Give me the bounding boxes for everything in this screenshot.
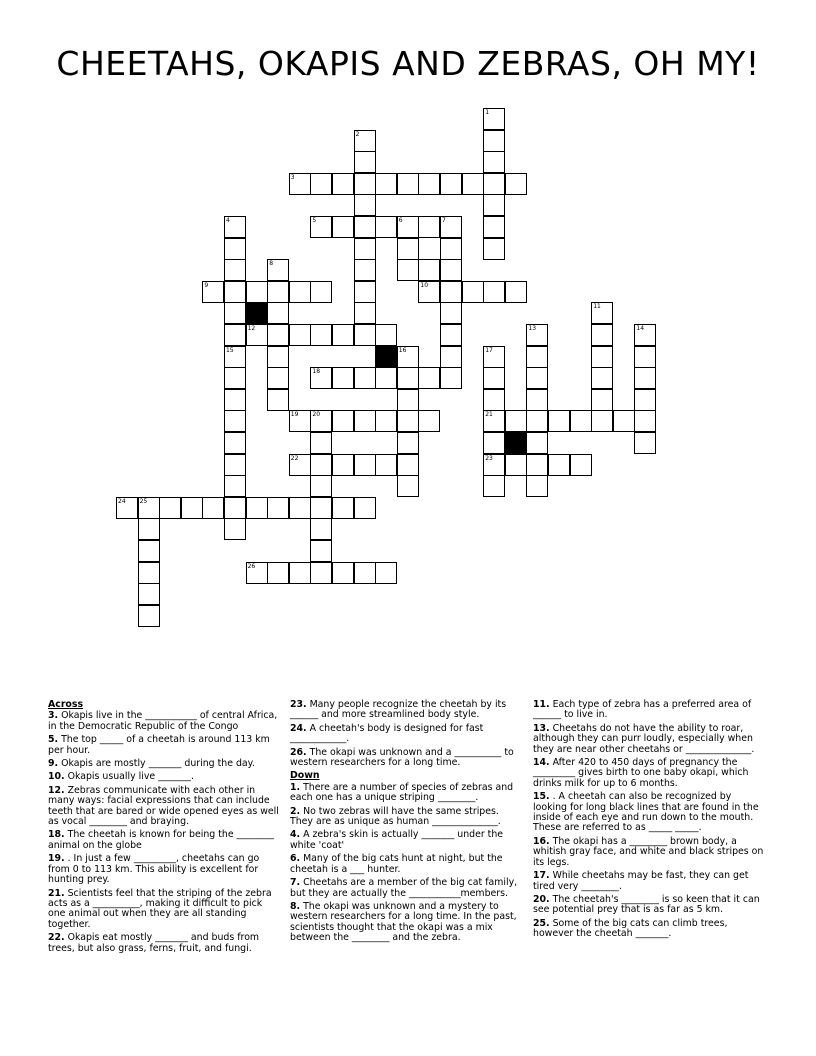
grid-cell[interactable]: [224, 216, 246, 238]
grid-cell[interactable]: [483, 173, 505, 195]
across-clue: [48, 735, 280, 756]
grid-cell[interactable]: [310, 324, 332, 346]
clue-number: 17: [485, 346, 493, 354]
clue-number: 21: [485, 411, 493, 419]
grid-cell[interactable]: [332, 367, 354, 389]
grid-cell[interactable]: [289, 454, 311, 476]
grid-cell[interactable]: [462, 173, 484, 195]
grid-cell[interactable]: [224, 367, 246, 389]
clue-number: 13: [528, 325, 537, 332]
grid-cell[interactable]: [397, 173, 419, 195]
grid-cell[interactable]: [634, 324, 656, 346]
clue-text: Zebras communicate with each other in many ways: facial expressions that can include teeth that are bared or wide opened eyes as well as vocal ________ and braying.: [48, 784, 279, 828]
grid-cell[interactable]: [591, 410, 613, 432]
grid-cell[interactable]: [440, 259, 462, 281]
grid-cell[interactable]: [483, 410, 505, 432]
across-clue: [48, 711, 280, 732]
clue-num: 1.: [290, 781, 301, 793]
grid-cell[interactable]: [224, 432, 246, 454]
grid-cell[interactable]: [440, 367, 462, 389]
grid-cell[interactable]: [591, 367, 613, 389]
grid-cell[interactable]: [267, 302, 289, 324]
grid-cell[interactable]: [354, 497, 376, 519]
grid-cell[interactable]: [138, 540, 160, 562]
grid-cell[interactable]: [267, 367, 289, 389]
grid-cell[interactable]: [354, 151, 376, 173]
clue-number: 14: [636, 325, 645, 332]
grid-cell[interactable]: [354, 454, 376, 476]
clue-number: 7: [442, 217, 446, 224]
grid-cell[interactable]: [505, 454, 527, 476]
clue-text: A zebra's skin is actually _______ under the white 'coat': [290, 829, 504, 851]
down-clue: [533, 758, 765, 789]
grid-cell[interactable]: [526, 389, 548, 411]
grid-cell[interactable]: [332, 410, 354, 432]
grid-cell[interactable]: [397, 432, 419, 454]
grid-cell[interactable]: [289, 173, 311, 195]
puzzle-title: CHEETAHS, OKAPIS AND ZEBRAS, OH MY!: [56, 44, 760, 83]
clue-num: 14.: [533, 757, 550, 769]
grid-cell[interactable]: [224, 454, 246, 476]
clue-num: 24.: [290, 722, 307, 734]
grid-cell[interactable]: [483, 194, 505, 216]
down-clue: [533, 837, 765, 868]
across-clue: [290, 700, 520, 721]
clue-num: 5.: [48, 734, 59, 746]
across-clue: [48, 759, 280, 769]
grid-cell[interactable]: [526, 346, 548, 368]
clue-num: 7.: [290, 877, 301, 889]
grid-cell[interactable]: [138, 497, 160, 519]
clue-text: After 420 to 450 days of pregnancy the _________ gives birth to one baby okapi, which drinks milk for up to 6 months.: [533, 757, 749, 789]
clue-num: 2.: [290, 805, 301, 817]
clue-number: 23: [485, 454, 493, 462]
down-clue: [290, 807, 520, 828]
across-clue: [48, 933, 280, 954]
grid-cell[interactable]: [483, 108, 505, 130]
across-clue: [290, 748, 520, 769]
clue-text: Okapis eat mostly _______ and buds from trees, but also grass, ferns, fruit, and fungi.: [48, 932, 260, 954]
grid-cell[interactable]: [418, 259, 440, 281]
grid-cell[interactable]: [354, 259, 376, 281]
clue-num: 10.: [48, 771, 65, 783]
grid-cell[interactable]: [483, 454, 505, 476]
grid-cell[interactable]: [246, 281, 268, 303]
grid-cell[interactable]: [354, 302, 376, 324]
grid-cell[interactable]: [634, 346, 656, 368]
across-clue: [290, 724, 520, 745]
grid-cell[interactable]: [310, 497, 332, 519]
grid-cell[interactable]: [332, 173, 354, 195]
clue-text: The cheetah's ________ is so keen that it can see potential prey that is as far as 5 km.: [533, 893, 760, 916]
clue-number: 6: [398, 217, 403, 224]
grid-cell[interactable]: [246, 324, 268, 346]
clue-text: Some of the big cats can climb trees, however the cheetah _______.: [533, 917, 728, 940]
down-clue: [290, 783, 520, 804]
grid-cell[interactable]: [310, 432, 332, 454]
clue-number: 22: [290, 454, 299, 462]
grid-cell[interactable]: [483, 432, 505, 454]
across-clue: [48, 772, 280, 782]
grid-cell[interactable]: [440, 324, 462, 346]
grid-cell[interactable]: [397, 475, 419, 497]
grid-cell[interactable]: [310, 410, 332, 432]
grid-cell[interactable]: [483, 130, 505, 152]
down-clue: [533, 895, 765, 916]
grid-cell[interactable]: [613, 410, 635, 432]
across-heading: Across: [48, 699, 84, 710]
grid-cell[interactable]: [267, 281, 289, 303]
black-square: [505, 432, 527, 454]
grid-cell[interactable]: [138, 605, 160, 627]
grid-cell[interactable]: [548, 410, 570, 432]
grid-cell[interactable]: [289, 410, 311, 432]
grid-cell[interactable]: [483, 281, 505, 303]
grid-cell[interactable]: [224, 238, 246, 260]
clue-text: Okapis live in the ___________ of central Africa, in the Democratic Republic of the Congo: [48, 710, 278, 732]
clue-number: 4: [226, 217, 230, 224]
grid-cell[interactable]: [418, 281, 440, 303]
clue-num: 6.: [290, 853, 301, 865]
clue-text: The top _____ of a cheetah is around 113 km per hour.: [48, 734, 270, 756]
clue-num: 18.: [48, 829, 65, 841]
grid-cell[interactable]: [332, 562, 354, 584]
clue-text: Okapis are mostly _______ during the day.: [58, 758, 255, 770]
down-clue: [533, 919, 765, 940]
grid-cell[interactable]: [332, 454, 354, 476]
grid-cell[interactable]: [397, 389, 419, 411]
grid-cell[interactable]: [354, 367, 376, 389]
grid-cell[interactable]: [397, 454, 419, 476]
clue-number: 16: [398, 346, 407, 354]
clue-num: 25.: [533, 917, 550, 929]
grid-cell[interactable]: [526, 432, 548, 454]
grid-cell[interactable]: [591, 302, 613, 324]
grid-cell[interactable]: [354, 173, 376, 195]
grid-cell[interactable]: [224, 497, 246, 519]
grid-cell[interactable]: [267, 389, 289, 411]
grid-cell[interactable]: [397, 367, 419, 389]
grid-cell[interactable]: [224, 281, 246, 303]
clue-text: Many people recognize the cheetah by its ______ and more streamlined body style.: [290, 699, 507, 721]
grid-cell[interactable]: [310, 367, 332, 389]
grid-cell[interactable]: [354, 194, 376, 216]
grid-cell[interactable]: [116, 497, 138, 519]
clue-num: 23.: [290, 699, 307, 710]
down-clue: [533, 792, 765, 834]
grid-cell[interactable]: [289, 497, 311, 519]
clue-number: 24: [118, 497, 126, 505]
grid-cell[interactable]: [483, 475, 505, 497]
grid-cell[interactable]: [634, 432, 656, 454]
grid-cell[interactable]: [440, 173, 462, 195]
clue-num: 9.: [48, 758, 59, 770]
clue-num: 21.: [48, 887, 65, 899]
down-clue: [533, 724, 765, 755]
down-clue: [290, 854, 520, 875]
clue-text: While cheetahs may be fast, they can get tired very ________.: [533, 870, 749, 892]
clue-text: The okapi was unknown and a __________ to western researchers for a long time.: [290, 746, 514, 769]
clue-text: Cheetahs are a member of the big cat family, but they are actually the ___________members.: [290, 877, 518, 899]
clues-column-1: [48, 700, 280, 957]
grid-cell[interactable]: [354, 216, 376, 238]
grid-cell[interactable]: [310, 475, 332, 497]
clue-number: 2: [355, 130, 360, 138]
clues-column-3: [533, 700, 765, 943]
grid-cell[interactable]: [267, 259, 289, 281]
black-square: [246, 302, 268, 324]
down-clue: [290, 878, 520, 899]
across-clue-list-part-1: [48, 711, 280, 954]
clue-text: Cheetahs do not have the ability to roar, although they can purr loudly, especially when they are near other cheetahs or ______________.: [533, 722, 755, 755]
clue-text: Okapis usually live _______.: [64, 771, 194, 783]
grid-cell[interactable]: [181, 497, 203, 519]
clue-num: 8.: [290, 900, 301, 912]
grid-cell[interactable]: [397, 216, 419, 238]
grid-cell[interactable]: [462, 281, 484, 303]
clue-number: 10: [420, 281, 429, 289]
grid-cell[interactable]: [375, 173, 397, 195]
grid-cell[interactable]: [634, 389, 656, 411]
grid-cell[interactable]: [354, 324, 376, 346]
grid-cell[interactable]: [418, 216, 440, 238]
grid-cell[interactable]: [289, 562, 311, 584]
grid-cell[interactable]: [375, 454, 397, 476]
clue-number: 5: [312, 217, 317, 224]
down-clue-list-part-1: [290, 783, 520, 944]
grid-cell[interactable]: [267, 346, 289, 368]
grid-cell[interactable]: [526, 475, 548, 497]
grid-cell[interactable]: [224, 324, 246, 346]
grid-cell[interactable]: [397, 238, 419, 260]
grid-cell[interactable]: [440, 302, 462, 324]
grid-cell[interactable]: [224, 346, 246, 368]
grid-cell[interactable]: [526, 454, 548, 476]
grid-cell[interactable]: [332, 497, 354, 519]
grid-cell[interactable]: [440, 346, 462, 368]
grid-cell[interactable]: [332, 216, 354, 238]
grid-cell[interactable]: [418, 173, 440, 195]
grid-cell[interactable]: [138, 583, 160, 605]
grid-cell[interactable]: [224, 410, 246, 432]
across-clue: [48, 854, 280, 885]
clue-number: 19: [290, 411, 299, 419]
grid-cell[interactable]: [375, 216, 397, 238]
grid-cell[interactable]: [267, 562, 289, 584]
grid-cell[interactable]: [483, 238, 505, 260]
clue-text: . In just a few _________, cheetahs can go from 0 to 113 km. This ability is excellent for hunting prey.: [48, 853, 260, 886]
clue-text: Scientists feel that the striping of the zebra acts as a __________, making it difficult to pick one animal out when they are all standing together.: [48, 887, 272, 930]
grid-cell[interactable]: [354, 562, 376, 584]
grid-cell[interactable]: [246, 497, 268, 519]
clue-number: 1: [485, 109, 490, 116]
grid-cell[interactable]: [397, 259, 419, 281]
grid-cell[interactable]: [202, 281, 224, 303]
grid-cell[interactable]: [505, 410, 527, 432]
grid-cell[interactable]: [246, 562, 268, 584]
grid-cell[interactable]: [310, 454, 332, 476]
black-square: [375, 346, 397, 368]
grid-cell[interactable]: [310, 562, 332, 584]
grid-cell[interactable]: [548, 454, 570, 476]
grid-cell[interactable]: [138, 562, 160, 584]
grid-cell[interactable]: [483, 151, 505, 173]
grid-cell[interactable]: [591, 389, 613, 411]
grid-cell[interactable]: [526, 324, 548, 346]
clue-text: No two zebras will have the same stripes. They are as unique as human ______________.: [290, 805, 501, 828]
grid-cell[interactable]: [289, 324, 311, 346]
down-clue: [290, 902, 520, 944]
grid-cell[interactable]: [354, 410, 376, 432]
grid-cell[interactable]: [526, 410, 548, 432]
down-heading: Down: [290, 770, 320, 782]
grid-cell[interactable]: [375, 562, 397, 584]
grid-cell[interactable]: [418, 410, 440, 432]
clue-num: 19.: [48, 853, 65, 865]
grid-cell[interactable]: [397, 346, 419, 368]
grid-cell[interactable]: [354, 130, 376, 152]
grid-cell[interactable]: [159, 497, 181, 519]
clue-text: . A cheetah can also be recognized by looking for long black lines that are found in the inside of each eye and run down to the mouth. These are referred to as _____ _____.: [533, 791, 759, 834]
down-clue-list-part-2: [533, 700, 765, 940]
clue-number: 11: [593, 303, 601, 311]
across-clue: [48, 889, 280, 931]
grid-cell[interactable]: [570, 410, 592, 432]
grid-cell[interactable]: [224, 518, 246, 540]
across-clue: [48, 830, 280, 851]
grid-cell[interactable]: [310, 518, 332, 540]
grid-cell[interactable]: [505, 281, 527, 303]
grid-cell[interactable]: [397, 410, 419, 432]
grid-cell[interactable]: [310, 281, 332, 303]
down-clue: [533, 700, 765, 721]
clue-num: 4.: [290, 829, 301, 841]
clue-number: 18: [312, 368, 321, 376]
grid-cell[interactable]: [440, 281, 462, 303]
grid-cell[interactable]: [440, 238, 462, 260]
clue-text: Many of the big cats hunt at night, but the cheetah is a ___ hunter.: [290, 853, 503, 875]
grid-cell[interactable]: [526, 367, 548, 389]
grid-cell[interactable]: [591, 324, 613, 346]
grid-cell[interactable]: [483, 389, 505, 411]
clue-text: A cheetah's body is designed for fast ____________.: [290, 722, 484, 745]
clue-num: 20.: [533, 893, 550, 905]
clue-num: 17.: [533, 870, 550, 882]
grid-cell[interactable]: [289, 281, 311, 303]
clue-number: 9: [204, 281, 209, 289]
clues-column-2: [290, 700, 520, 947]
grid-cell[interactable]: [354, 281, 376, 303]
grid-cell[interactable]: [267, 324, 289, 346]
clue-number: 15: [226, 346, 234, 354]
grid-cell[interactable]: [310, 173, 332, 195]
grid-cell[interactable]: [418, 367, 440, 389]
grid-cell[interactable]: [505, 173, 527, 195]
grid-cell[interactable]: [202, 497, 224, 519]
grid-cell[interactable]: [267, 497, 289, 519]
clue-text: The cheetah is known for being the ________ animal on the globe: [48, 829, 275, 851]
down-clue: [533, 871, 765, 892]
grid-cell[interactable]: [483, 346, 505, 368]
clue-num: 3.: [48, 710, 59, 722]
grid-cell[interactable]: [224, 389, 246, 411]
grid-cell[interactable]: [440, 216, 462, 238]
clue-num: 15.: [533, 791, 550, 803]
clue-number: 26: [247, 562, 256, 570]
grid-cell[interactable]: [354, 238, 376, 260]
grid-cell[interactable]: [224, 302, 246, 324]
clue-text: Each type of zebra has a preferred area of ______ to live in.: [533, 699, 752, 721]
grid-cell[interactable]: [375, 324, 397, 346]
grid-cell[interactable]: [310, 540, 332, 562]
clue-number: 12: [247, 325, 256, 332]
clue-num: 22.: [48, 932, 65, 944]
clue-text: The okapi has a ________ brown body, a whitish gray face, and white and black stripes on its legs.: [533, 835, 764, 868]
grid-cell[interactable]: [483, 216, 505, 238]
clue-num: 16.: [533, 835, 550, 847]
across-clue: [48, 786, 280, 828]
grid-cell[interactable]: [224, 475, 246, 497]
clue-number: 20: [312, 411, 321, 419]
grid-cell[interactable]: [310, 216, 332, 238]
grid-cell[interactable]: [138, 518, 160, 540]
clue-number: 25: [139, 497, 148, 505]
grid-cell[interactable]: [634, 367, 656, 389]
grid-cell[interactable]: [224, 259, 246, 281]
grid-cell[interactable]: [375, 410, 397, 432]
grid-cell[interactable]: [570, 454, 592, 476]
down-clue: [290, 830, 520, 851]
across-clue-list-part-2: [290, 700, 520, 768]
clue-text: There are a number of species of zebras and each one has a unique striping ________.: [290, 781, 514, 804]
grid-cell[interactable]: [375, 367, 397, 389]
clue-number: 3: [290, 173, 295, 181]
grid-cell[interactable]: [483, 367, 505, 389]
clue-num: 11.: [533, 699, 550, 710]
grid-cell[interactable]: [634, 410, 656, 432]
grid-cell[interactable]: [332, 324, 354, 346]
grid-cell[interactable]: [591, 346, 613, 368]
clue-text: The okapi was unknown and a mystery to western researchers for a long time. In the past, scientists thought that the okapi was a mix between the ________ and the zebra.: [290, 900, 517, 944]
clue-num: 13.: [533, 722, 550, 734]
clue-number: 8: [269, 260, 274, 268]
clue-num: 12.: [48, 784, 65, 796]
clue-num: 26.: [290, 746, 307, 758]
